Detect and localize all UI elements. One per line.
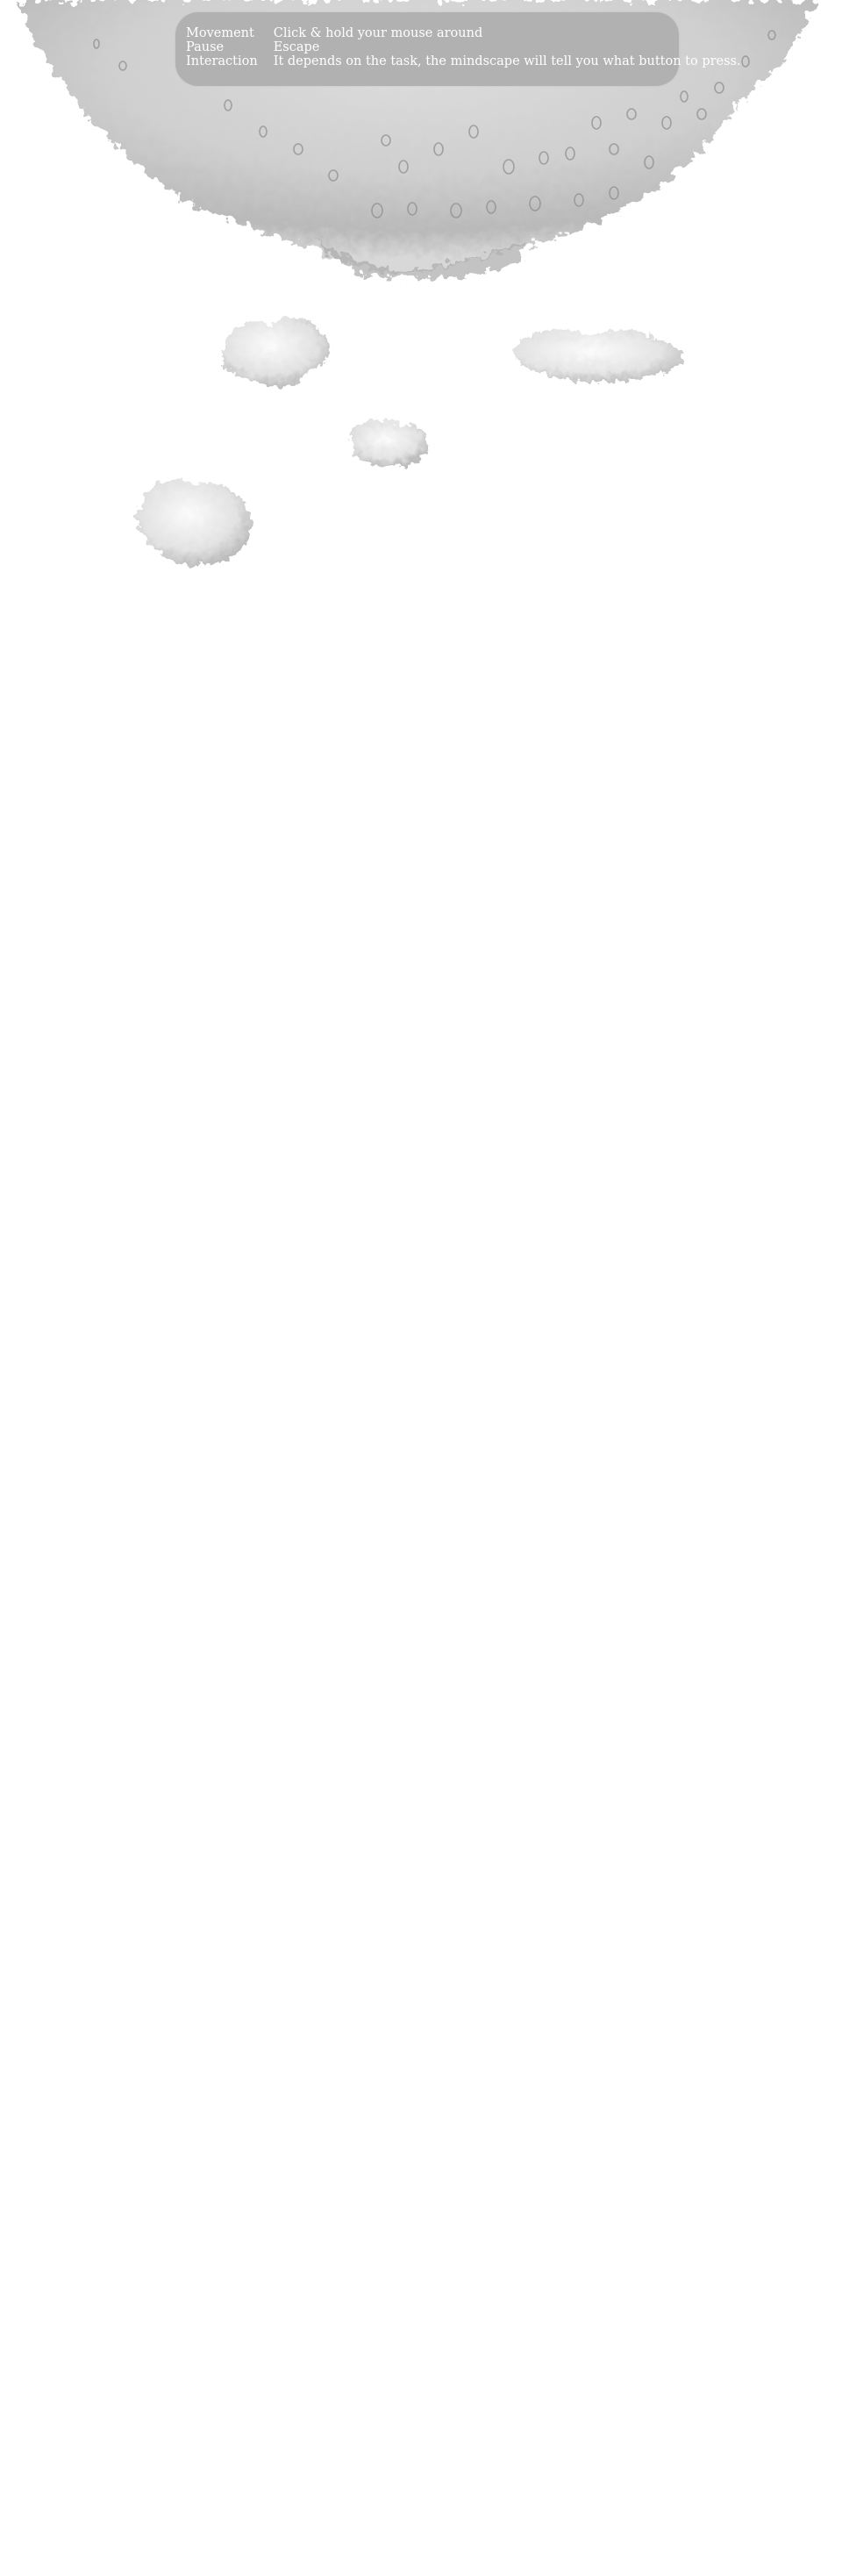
control-label-pause: Pause [186, 40, 225, 54]
control-value-movement: Click & hold your mouse around [273, 26, 483, 40]
floating-cloud-1 [221, 318, 331, 387]
control-value-interaction: It depends on the task, the mindscape will tell you what button to press. [273, 54, 741, 68]
floating-cloud-2 [514, 330, 682, 382]
control-labels-column [186, 26, 258, 86]
control-label-movement: Movement [186, 26, 254, 40]
controls-panel [175, 12, 741, 86]
control-label-interaction: Interaction [186, 54, 258, 68]
floating-cloud-3 [351, 420, 428, 466]
control-value-pause: Escape [273, 40, 320, 54]
floating-cloud-4 [137, 480, 252, 566]
control-values-column [274, 26, 741, 86]
